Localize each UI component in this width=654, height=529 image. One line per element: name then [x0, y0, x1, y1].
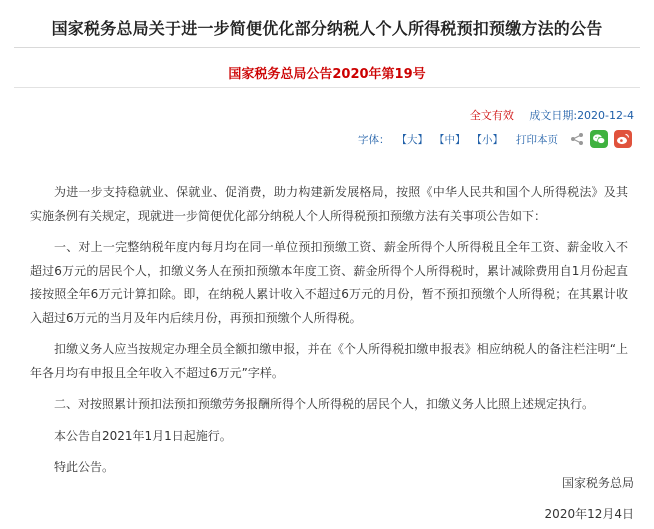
paragraph-item-1-note: 扣缴义务人应当按规定办理全员全额扣缴申报，并在《个人所得税扣缴申报表》相应纳税人的备注栏注明“上年各月均有申报且全年收入不超过6万元”字样。 [30, 342, 628, 380]
paragraph-closing: 特此公告。 [54, 460, 115, 474]
validity-status: 全文有效 [469, 109, 514, 122]
page-title: 国家税务总局关于进一步简便优化部分纳税人个人所得税预扣预缴方法的公告 [51, 19, 603, 38]
wechat-icon[interactable] [590, 130, 608, 148]
font-size-small-button[interactable]: 【小】 [471, 133, 503, 146]
print-button[interactable]: 打印本页 [516, 133, 558, 146]
share-icon[interactable] [570, 132, 584, 146]
paragraph-intro: 为进一步支持稳就业、保就业、促消费，助力构建新发展格局，按照《中华人民共和国个人所得税法》及其实施条例有关规定，现就进一步简便优化部分纳税人个人所得税预扣预缴方法有关事项公告如下： [30, 185, 628, 223]
issuer-signature: 国家税务总局 [561, 476, 634, 490]
paragraph-item-1: 一、对上一完整纳税年度内每月均在同一单位预扣预缴工资、薪金所得个人所得税且全年工资、薪金收入不超过6万元的居民个人，扣缴义务人在预扣预缴本年度工资、薪金所得个人所得税时，累计减除费用自1月份起直接按照全年6万元计算扣除。即，在纳税人累计收入不超过6万元的月份，暂不预扣预缴个人所得税；在其累计收入超过6万元的当月及年内后续月份，再预扣预缴个人所得税。 [30, 240, 628, 325]
article-body [30, 181, 628, 488]
paragraph-effective-date: 本公告自2021年1月1日起施行。 [54, 428, 232, 443]
font-size-label: 字体： [358, 133, 390, 146]
document-number: 国家税务总局公告2020年第19号 [228, 67, 426, 82]
document-date: 2020-12-4 [577, 109, 634, 122]
font-size-large-button[interactable]: 【大】 [396, 133, 428, 146]
title-divider [14, 47, 640, 48]
header-divider [14, 87, 640, 88]
signature-date: 2020年12月4日 [544, 507, 634, 521]
date-label: 成文日期: [529, 109, 578, 122]
toolbar [358, 128, 632, 150]
font-size-medium-button[interactable]: 【中】 [434, 133, 466, 146]
document-meta [470, 107, 634, 123]
paragraph-item-2: 二、对按照累计预扣法预扣预缴劳务报酬所得个人所得税的居民个人，扣缴义务人比照上述规定执行。 [54, 397, 595, 411]
weibo-icon[interactable] [614, 130, 632, 148]
